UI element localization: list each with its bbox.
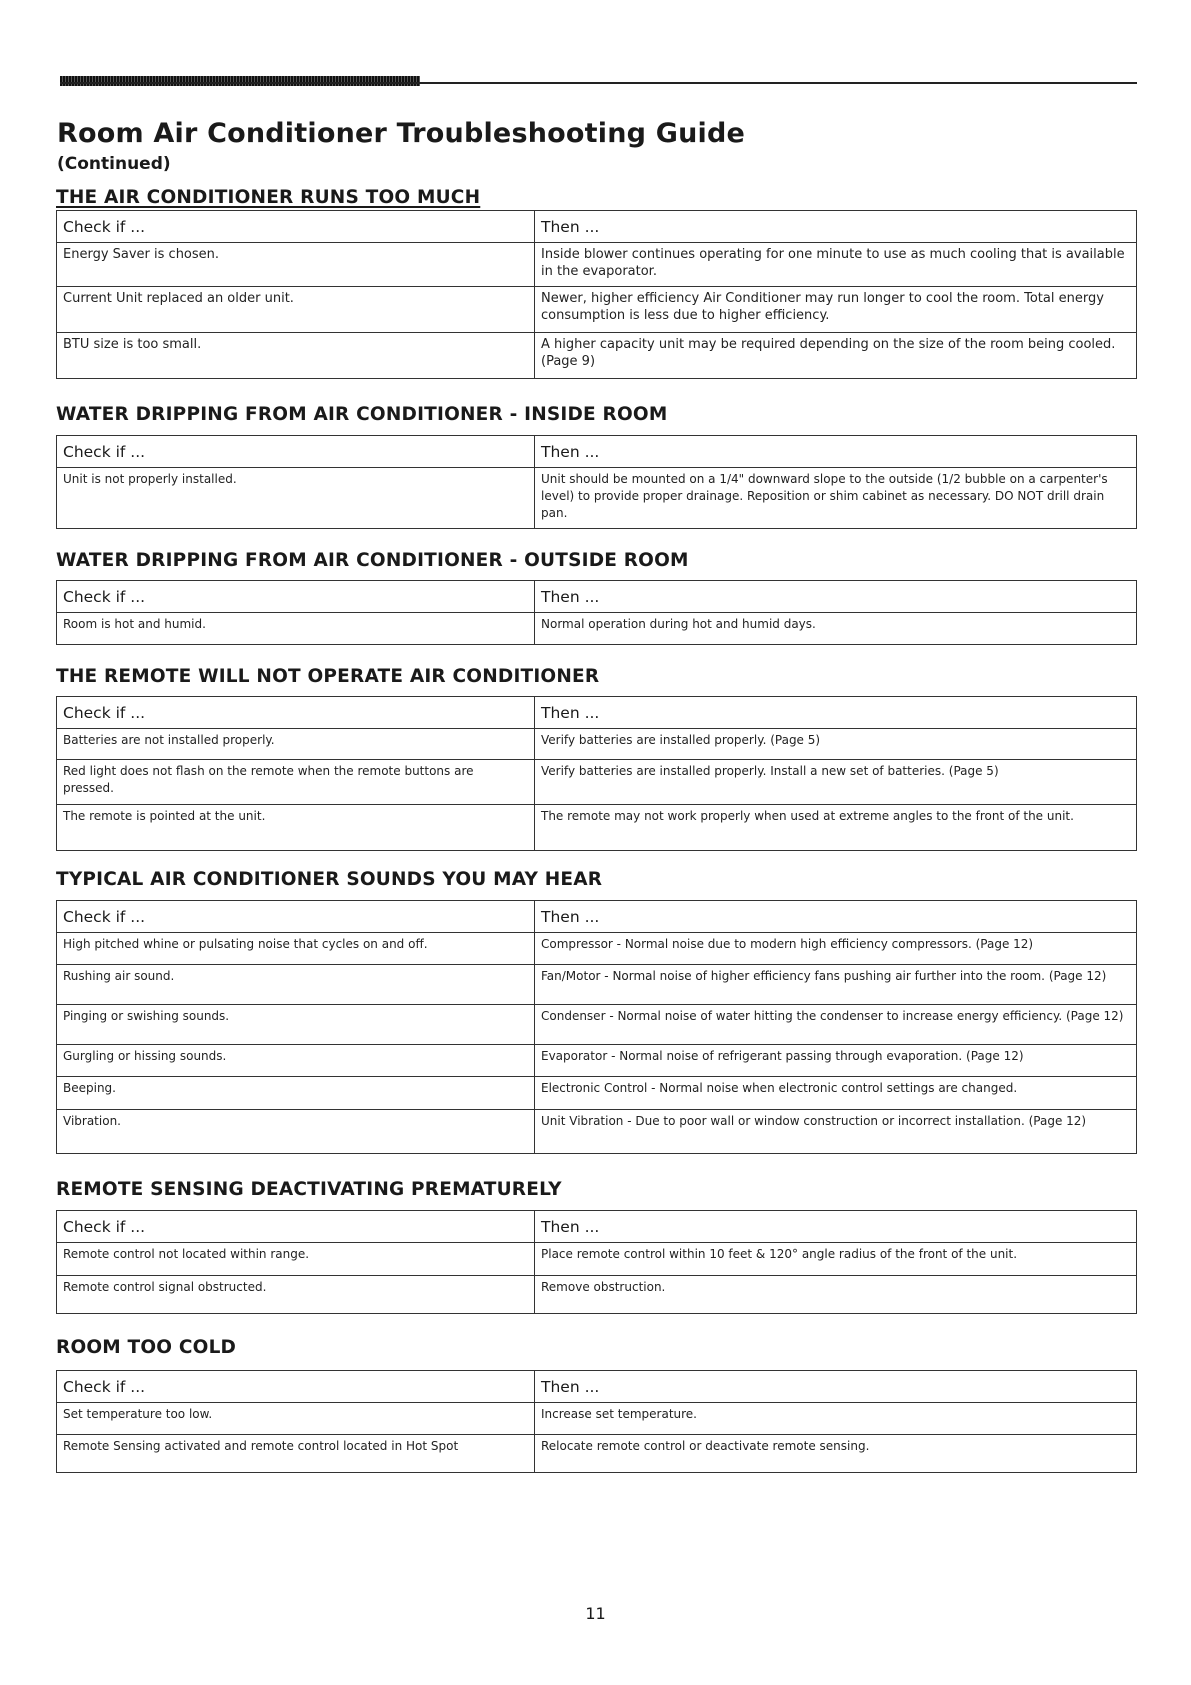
then-cell: Electronic Control - Normal noise when electronic control settings are changed. bbox=[535, 1077, 1137, 1110]
table-row bbox=[57, 965, 1137, 1005]
check-cell: The remote is pointed at the unit. bbox=[57, 805, 535, 851]
table-inside-room bbox=[56, 435, 1137, 529]
then-cell: Relocate remote control or deactivate remote sensing. bbox=[535, 1435, 1137, 1473]
then-cell: Verify batteries are installed properly. (Page 5) bbox=[535, 729, 1137, 760]
table-row bbox=[57, 729, 1137, 760]
check-header: Check if ... bbox=[57, 697, 535, 729]
table-header-row bbox=[57, 581, 1137, 613]
table-header-row bbox=[57, 1211, 1137, 1243]
section-heading-outside-room: WATER DRIPPING FROM AIR CONDITIONER - OUTSIDE ROOM bbox=[56, 550, 689, 571]
check-cell: Remote control signal obstructed. bbox=[57, 1276, 535, 1314]
table-row bbox=[57, 243, 1137, 287]
table-sounds bbox=[56, 900, 1137, 1154]
then-cell: Verify batteries are installed properly. Install a new set of batteries. (Page 5) bbox=[535, 760, 1137, 805]
header-rule bbox=[60, 82, 1137, 84]
check-header: Check if ... bbox=[57, 581, 535, 613]
check-header: Check if ... bbox=[57, 436, 535, 468]
check-cell: Unit is not properly installed. bbox=[57, 468, 535, 529]
table-room-too-cold bbox=[56, 1370, 1137, 1473]
check-cell: Red light does not flash on the remote when the remote buttons are pressed. bbox=[57, 760, 535, 805]
then-cell: The remote may not work properly when used at extreme angles to the front of the unit. bbox=[535, 805, 1137, 851]
section-heading-room-too-cold: ROOM TOO COLD bbox=[56, 1337, 237, 1358]
then-cell: Newer, higher efficiency Air Conditioner may run longer to cool the room. Total energy consumption is less due to higher efficiency. bbox=[535, 287, 1137, 333]
table-remote-not-operate bbox=[56, 696, 1137, 851]
then-cell: Condenser - Normal noise of water hitting the condenser to increase energy efficiency. (Page 12) bbox=[535, 1005, 1137, 1045]
table-row bbox=[57, 805, 1137, 851]
check-cell: Gurgling or hissing sounds. bbox=[57, 1045, 535, 1077]
check-header: Check if ... bbox=[57, 211, 535, 243]
check-cell: Rushing air sound. bbox=[57, 965, 535, 1005]
check-cell: Remote control not located within range. bbox=[57, 1243, 535, 1276]
then-cell: A higher capacity unit may be required depending on the size of the room being cooled. (Page 9) bbox=[535, 333, 1137, 379]
check-cell: Pinging or swishing sounds. bbox=[57, 1005, 535, 1045]
then-header: Then ... bbox=[535, 1211, 1137, 1243]
then-header: Then ... bbox=[535, 211, 1137, 243]
then-cell: Increase set temperature. bbox=[535, 1403, 1137, 1435]
table-header-row bbox=[57, 211, 1137, 243]
section-heading-remote-sensing: REMOTE SENSING DEACTIVATING PREMATURELY bbox=[56, 1179, 562, 1200]
page-subtitle: (Continued) bbox=[57, 154, 171, 174]
table-row bbox=[57, 1077, 1137, 1110]
table-row bbox=[57, 613, 1137, 645]
then-header: Then ... bbox=[535, 901, 1137, 933]
then-cell: Fan/Motor - Normal noise of higher efficiency fans pushing air further into the room. (Page 12) bbox=[535, 965, 1137, 1005]
table-row bbox=[57, 1045, 1137, 1077]
check-header: Check if ... bbox=[57, 1371, 535, 1403]
check-cell: Room is hot and humid. bbox=[57, 613, 535, 645]
table-header-row bbox=[57, 436, 1137, 468]
table-row bbox=[57, 333, 1137, 379]
section-heading-inside-room: WATER DRIPPING FROM AIR CONDITIONER - INSIDE ROOM bbox=[56, 404, 668, 425]
table-row bbox=[57, 1276, 1137, 1314]
check-cell: Beeping. bbox=[57, 1077, 535, 1110]
table-outside-room bbox=[56, 580, 1137, 645]
then-cell: Place remote control within 10 feet & 120° angle radius of the front of the unit. bbox=[535, 1243, 1137, 1276]
check-cell: Remote Sensing activated and remote control located in Hot Spot bbox=[57, 1435, 535, 1473]
then-cell: Normal operation during hot and humid days. bbox=[535, 613, 1137, 645]
header-bar bbox=[60, 76, 420, 86]
table-header-row bbox=[57, 697, 1137, 729]
then-cell: Inside blower continues operating for one minute to use as much cooling that is available in the evaporator. bbox=[535, 243, 1137, 287]
then-header: Then ... bbox=[535, 697, 1137, 729]
table-row bbox=[57, 468, 1137, 529]
table-row bbox=[57, 1005, 1137, 1045]
section-heading-sounds: TYPICAL AIR CONDITIONER SOUNDS YOU MAY HEAR bbox=[56, 869, 603, 890]
then-cell: Evaporator - Normal noise of refrigerant passing through evaporation. (Page 12) bbox=[535, 1045, 1137, 1077]
section-heading-runs-too-much: THE AIR CONDITIONER RUNS TOO MUCH bbox=[56, 187, 481, 208]
table-row bbox=[57, 933, 1137, 965]
then-cell: Unit Vibration - Due to poor wall or window construction or incorrect installation. (Page 12) bbox=[535, 1110, 1137, 1154]
table-row bbox=[57, 287, 1137, 333]
then-cell: Remove obstruction. bbox=[535, 1276, 1137, 1314]
check-header: Check if ... bbox=[57, 901, 535, 933]
check-cell: Current Unit replaced an older unit. bbox=[57, 287, 535, 333]
then-header: Then ... bbox=[535, 1371, 1137, 1403]
table-runs-too-much bbox=[56, 210, 1137, 379]
then-cell: Unit should be mounted on a 1/4" downward slope to the outside (1/2 bubble on a carpenter's level) to provide proper drainage. Reposition or shim cabinet as necessary. DO NOT drill drain pan. bbox=[535, 468, 1137, 529]
check-cell: Vibration. bbox=[57, 1110, 535, 1154]
check-cell: Set temperature too low. bbox=[57, 1403, 535, 1435]
then-header: Then ... bbox=[535, 436, 1137, 468]
then-cell: Compressor - Normal noise due to modern high efficiency compressors. (Page 12) bbox=[535, 933, 1137, 965]
check-cell: BTU size is too small. bbox=[57, 333, 535, 379]
check-cell: Batteries are not installed properly. bbox=[57, 729, 535, 760]
table-row bbox=[57, 1435, 1137, 1473]
table-row bbox=[57, 760, 1137, 805]
then-header: Then ... bbox=[535, 581, 1137, 613]
table-row bbox=[57, 1110, 1137, 1154]
table-header-row bbox=[57, 1371, 1137, 1403]
check-header: Check if ... bbox=[57, 1211, 535, 1243]
table-remote-sensing bbox=[56, 1210, 1137, 1314]
check-cell: Energy Saver is chosen. bbox=[57, 243, 535, 287]
check-cell: High pitched whine or pulsating noise that cycles on and off. bbox=[57, 933, 535, 965]
section-heading-remote-not-operate: THE REMOTE WILL NOT OPERATE AIR CONDITIONER bbox=[56, 666, 600, 687]
table-header-row bbox=[57, 901, 1137, 933]
page-title: Room Air Conditioner Troubleshooting Guide bbox=[57, 118, 746, 149]
table-row bbox=[57, 1243, 1137, 1276]
page-number: 11 bbox=[585, 1604, 606, 1623]
table-row bbox=[57, 1403, 1137, 1435]
